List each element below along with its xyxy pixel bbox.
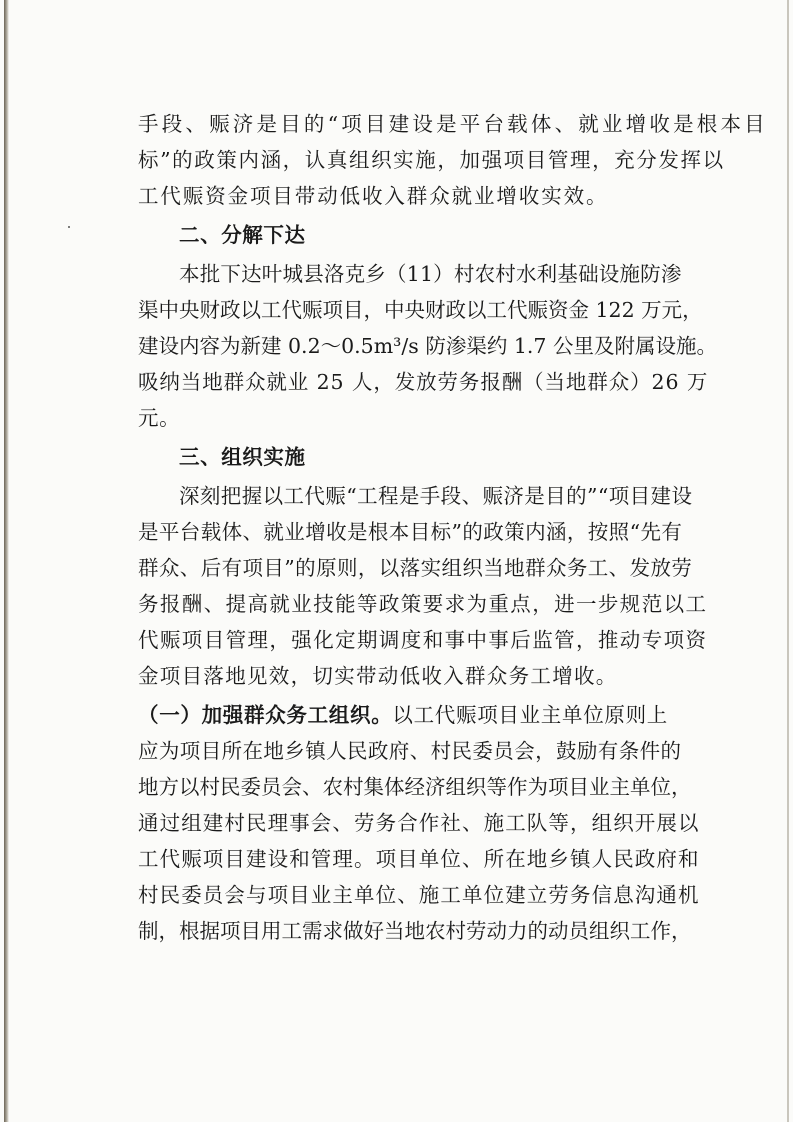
paragraph-text: 以工代赈项目业主单位原则上 bbox=[392, 703, 669, 727]
subsection-heading-1: （一）加强群众务工组织。 bbox=[138, 703, 393, 727]
section-heading-3: 三、组织实施 bbox=[179, 445, 306, 469]
paragraph-line: 通过组建村民理事会、劳务合作社、施工队等，组织开展以 bbox=[138, 811, 700, 835]
scan-left-edge bbox=[4, 0, 9, 1122]
scan-speck bbox=[68, 226, 70, 228]
paragraph-line: 应为项目所在地乡镇人民政府、村民委员会，鼓励有条件的 bbox=[138, 739, 682, 763]
paragraph-line: 村民委员会与项目业主单位、施工单位建立劳务信息沟通机 bbox=[138, 883, 700, 907]
paragraph-line: 地方以村民委员会、农村集体经济组织等作为项目业主单位， bbox=[138, 775, 692, 799]
paragraph-line: 制，根据项目用工需求做好当地农村劳动力的动员组织工作， bbox=[138, 919, 692, 943]
paragraph-line: 本批下达叶城县洛克乡（11）村农村水利基础设施防渗 bbox=[179, 262, 682, 286]
scan-right-edge bbox=[787, 0, 789, 1122]
paragraph-line: 标”的政策内涵，认真组织实施，加强项目管理，充分发挥以 bbox=[138, 148, 725, 172]
paragraph-line: 务报酬、提高就业技能等政策要求为重点，进一步规范以工 bbox=[138, 592, 708, 616]
paragraph-line: 渠中央财政以工代赈项目，中央财政以工代赈资金 122 万元， bbox=[138, 298, 703, 322]
paragraph-line: 代赈项目管理，强化定期调度和事中事后监管，推动专项资 bbox=[138, 628, 708, 652]
paragraph-line bbox=[138, 697, 678, 733]
paragraph-line: 金项目落地见效，切实带动低收入群众务工增收。 bbox=[138, 664, 618, 688]
document-body bbox=[138, 106, 768, 949]
paragraph-line: 建设内容为新建 0.2～0.5m³/s 防渗渠约 1.7 公里及附属设施。 bbox=[138, 334, 717, 358]
paragraph-line: 群众、后有项目”的原则，以落实组织当地群众务工、发放劳 bbox=[138, 556, 693, 580]
paragraph-line: 深刻把握以工代赈“工程是手段、赈济是目的”“项目建设 bbox=[179, 484, 693, 508]
paragraph-line: 是平台载体、就业增收是根本目标”的政策内涵，按照“先有 bbox=[138, 520, 683, 544]
paragraph-line: 手段、赈济是目的“项目建设是平台载体、就业增收是根本目 bbox=[138, 112, 768, 136]
paragraph-line: 工代赈资金项目带动低收入群众就业增收实效。 bbox=[138, 184, 609, 208]
paragraph-line: 吸纳当地群众就业 25 人，发放劳务报酬（当地群众）26 万 bbox=[138, 370, 709, 394]
section-heading-2: 二、分解下达 bbox=[179, 223, 306, 247]
paragraph-line: 工代赈项目建设和管理。项目单位、所在地乡镇人民政府和 bbox=[138, 847, 700, 871]
paragraph-line: 元。 bbox=[138, 406, 181, 430]
